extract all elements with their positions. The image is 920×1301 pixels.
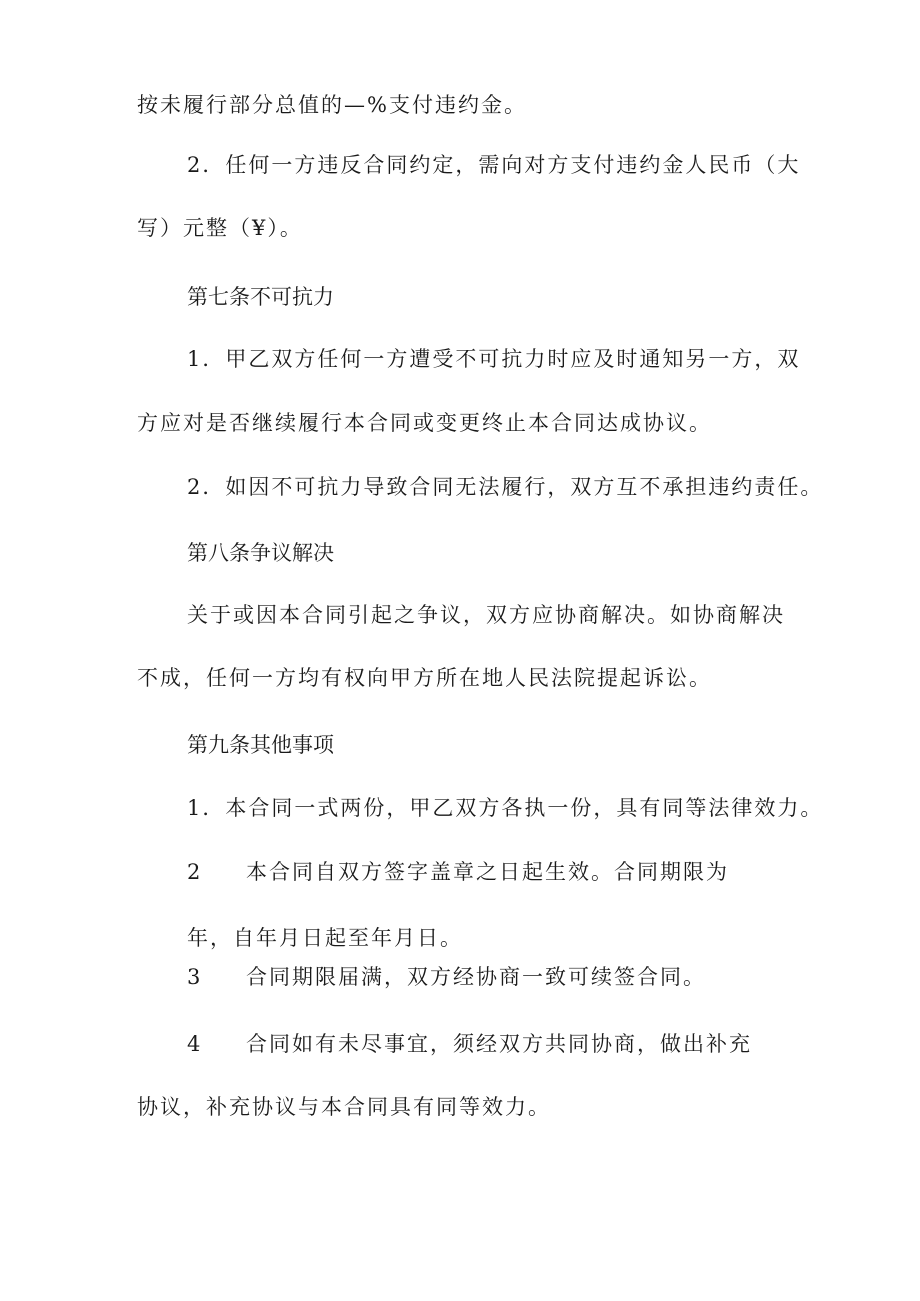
article-8-line-1: 关于或因本合同引起之争议，双方应协商解决。如协商解决 bbox=[187, 603, 785, 627]
clause-7-2-line: 2．如因不可抗力导致合同无法履行，双方互不承担违约责任。 bbox=[187, 475, 824, 499]
clause-9-3-number: 3 bbox=[187, 965, 203, 989]
clause-6-2-line-1: 2．任何一方违反合同约定，需向对方支付违约金人民币（大 bbox=[187, 153, 801, 177]
clause-9-1-line: 1．本合同一式两份，甲乙双方各执一份，具有同等法律效力。 bbox=[187, 796, 824, 820]
clause-7-1-line-2: 方应对是否继续履行本合同或变更终止本合同达成协议。 bbox=[137, 411, 712, 435]
clause-9-2-number: 2 bbox=[187, 860, 203, 884]
article-8-line-2: 不成，任何一方均有权向甲方所在地人民法院提起诉讼。 bbox=[137, 666, 712, 690]
article-8-heading: 第八条争议解决 bbox=[187, 541, 334, 565]
clause-9-2-line-1: 本合同自双方签字盖章之日起生效。合同期限为 bbox=[246, 860, 729, 884]
clause-9-4-number: 4 bbox=[187, 1032, 203, 1056]
clause-9-2-line-2: 年，自年月日起至年月日。 bbox=[187, 926, 463, 950]
clause-9-3-line: 合同期限届满，双方经协商一致可续签合同。 bbox=[246, 965, 706, 989]
clause-9-4-line-2: 协议，补充协议与本合同具有同等效力。 bbox=[137, 1095, 551, 1119]
clause-9-4-line-1: 合同如有未尽事宜，须经双方共同协商，做出补充 bbox=[246, 1032, 752, 1056]
paragraph-line: 按未履行部分总值的—%支付违约金。 bbox=[137, 93, 527, 117]
clause-6-2-line-2: 写）元整（¥）。 bbox=[137, 216, 303, 240]
article-9-heading: 第九条其他事项 bbox=[187, 733, 334, 757]
article-7-heading: 第七条不可抗力 bbox=[187, 285, 334, 309]
clause-7-1-line-1: 1．甲乙双方任何一方遭受不可抗力时应及时通知另一方，双 bbox=[187, 347, 801, 371]
